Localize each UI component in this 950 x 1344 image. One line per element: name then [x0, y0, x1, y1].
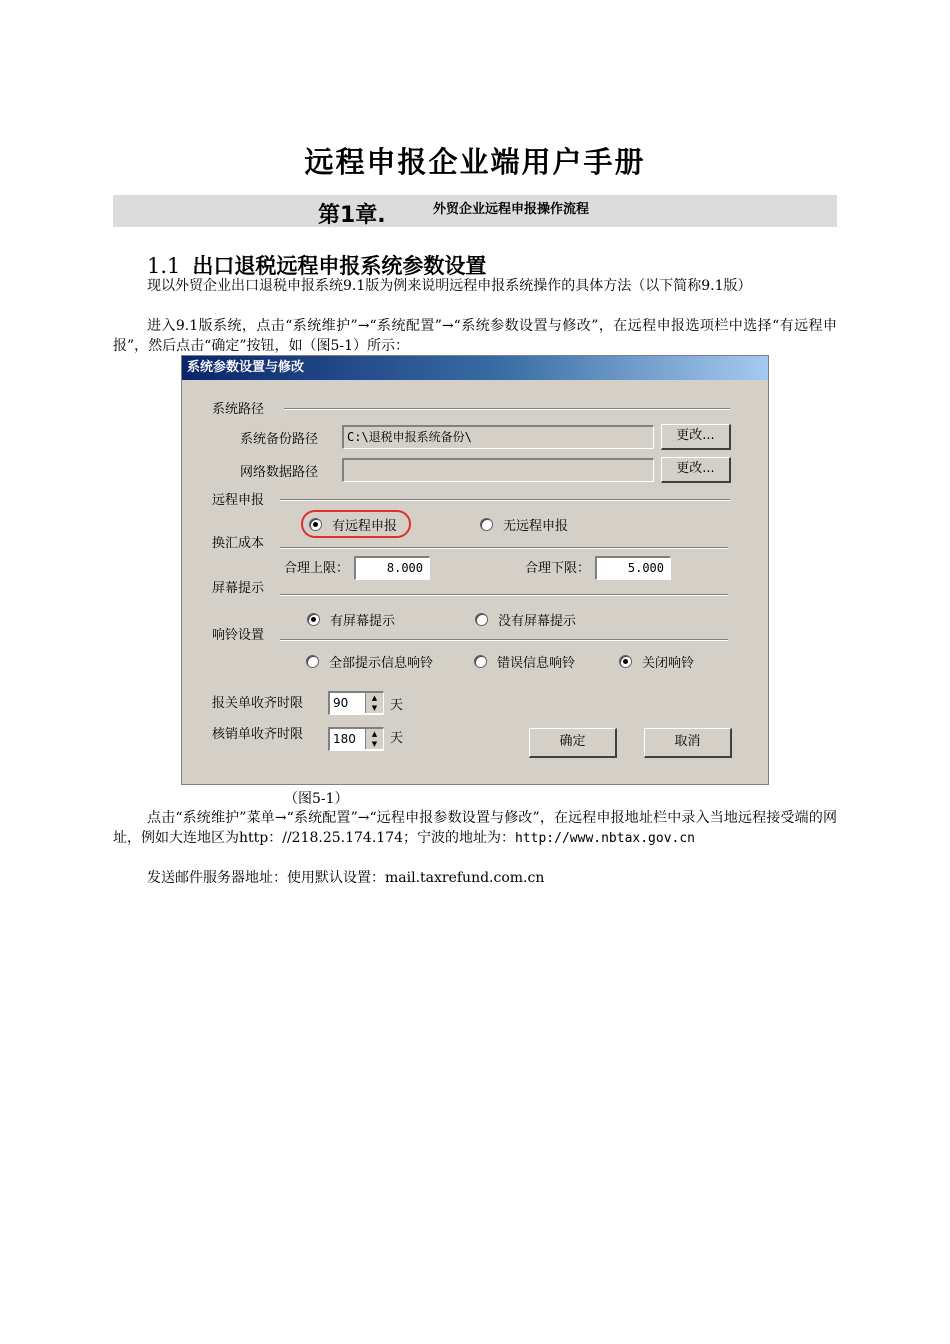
radio-label: 无远程申报 — [503, 519, 569, 534]
section-title: 出口退税远程申报系统参数设置 — [192, 253, 487, 278]
radio-label: 全部提示信息响铃 — [329, 656, 434, 671]
group-label-bell: 响铃设置 — [212, 628, 265, 643]
group-divider — [284, 408, 730, 410]
section-number: 1.1 — [147, 254, 181, 278]
radio-bell-all[interactable] — [306, 652, 433, 671]
ok-button[interactable]: 确定 — [529, 728, 617, 758]
customs-limit-label: 报关单收齐时限 — [212, 696, 304, 711]
radio-bell-error[interactable] — [474, 652, 575, 671]
spinner-value: 180 — [333, 732, 356, 746]
network-path-label: 网络数据路径 — [240, 465, 319, 480]
lower-limit-label: 合理下限： — [525, 561, 591, 576]
radio-label: 没有屏幕提示 — [498, 614, 577, 629]
group-divider — [280, 499, 730, 501]
chapter-title: 外贸企业远程申报操作流程 — [433, 202, 590, 217]
backup-path-change-button[interactable]: 更改... — [661, 424, 731, 450]
day-unit-label: 天 — [390, 698, 404, 713]
radio-unselected-icon — [475, 613, 488, 626]
network-path-change-button[interactable]: 更改... — [661, 457, 731, 483]
radio-label: 有远程申报 — [332, 519, 398, 534]
paragraph-intro: 现以外贸企业出口退税申报系统9.1版为例来说明远程申报系统操作的具体方法（以下简称9.1版） — [147, 278, 752, 294]
group-label-system-path: 系统路径 — [212, 402, 265, 417]
verify-limit-label: 核销单收齐时限 — [212, 727, 304, 742]
radio-label: 关闭响铃 — [642, 656, 695, 671]
document-title: 远程申报企业端用户手册 — [304, 145, 646, 179]
upper-limit-label: 合理上限： — [284, 561, 350, 576]
radio-unselected-icon — [480, 518, 493, 531]
radio-selected-icon — [309, 518, 322, 531]
spinner-arrows-icon[interactable]: ▲ ▼ — [365, 729, 383, 749]
backup-path-label: 系统备份路径 — [240, 432, 319, 447]
cancel-button[interactable]: 取消 — [644, 728, 732, 758]
radio-screen-yes[interactable] — [307, 610, 395, 629]
network-path-field[interactable] — [342, 458, 654, 482]
paragraph-remote-address — [113, 808, 837, 849]
radio-remote-yes[interactable] — [309, 515, 397, 534]
group-divider — [280, 639, 728, 641]
chapter-number: 第1章. — [318, 203, 386, 228]
dialog-titlebar: 系统参数设置与修改 — [182, 356, 768, 380]
radio-remote-no[interactable] — [480, 515, 568, 534]
settings-dialog — [181, 355, 769, 785]
group-divider — [280, 594, 728, 596]
paragraph-mail-server: 发送邮件服务器地址：使用默认设置：mail.taxrefund.com.cn — [147, 870, 545, 886]
group-divider — [280, 547, 728, 549]
radio-unselected-icon — [474, 655, 487, 668]
group-label-screen: 屏幕提示 — [212, 581, 265, 596]
lower-limit-field[interactable]: 5.000 — [595, 556, 671, 580]
customs-limit-spinner[interactable] — [328, 691, 384, 715]
radio-selected-icon — [619, 655, 632, 668]
spinner-value: 90 — [333, 696, 349, 710]
verify-limit-spinner[interactable] — [328, 727, 384, 751]
radio-selected-icon — [307, 613, 320, 626]
figure-caption: （图5-1） — [284, 791, 349, 807]
radio-bell-off[interactable] — [619, 652, 694, 671]
paragraph-steps: 进入9.1版系统，点击“系统维护”→“系统配置”→“系统参数设置与修改”，在远程申报选项栏中选择“有远程申报”，然后点击“确定”按钮，如（图5-1）所示： — [113, 318, 837, 354]
upper-limit-field[interactable]: 8.000 — [354, 556, 430, 580]
radio-screen-no[interactable] — [475, 610, 576, 629]
radio-label: 有屏幕提示 — [330, 614, 396, 629]
ningbo-url: http://www.nbtax.gov.cn — [515, 831, 696, 846]
backup-path-field[interactable]: C:\退税申报系统备份\ — [342, 425, 654, 449]
group-label-exchange: 换汇成本 — [212, 536, 265, 551]
spinner-arrows-icon[interactable]: ▲ ▼ — [365, 693, 383, 713]
paragraph-text: 点击“系统维护”菜单→“系统配置”→“远程申报参数设置与修改”，在远程申报地址栏中录入当地远程接受端的网址，例如大连地区为http：//218.25.174.174；宁波的地址为： — [113, 810, 837, 846]
radio-unselected-icon — [306, 655, 319, 668]
group-label-remote: 远程申报 — [212, 493, 265, 508]
radio-label: 错误信息响铃 — [497, 656, 576, 671]
day-unit-label: 天 — [390, 731, 404, 746]
